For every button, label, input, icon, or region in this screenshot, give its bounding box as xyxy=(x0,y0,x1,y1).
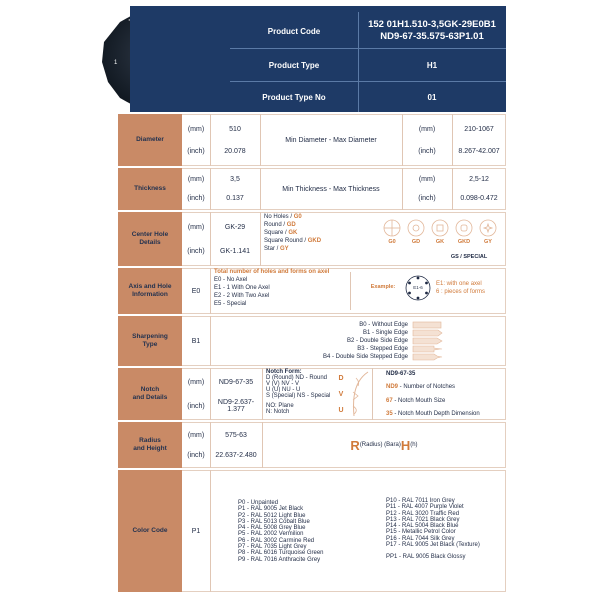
radius-category: Radius and Height xyxy=(118,422,182,468)
product-code-label: Product Code xyxy=(267,26,321,36)
color-item: P9 - RAL 7016 Anthracite Grey xyxy=(238,556,321,563)
notch-plane: NO: Plane xyxy=(266,403,294,409)
center-hole-options xyxy=(264,213,321,253)
thickness-range-mm-unit: (mm) xyxy=(418,176,436,183)
notch-disc-illustration xyxy=(348,370,370,418)
center-hole-section xyxy=(118,212,506,266)
notch-notch: N: Notch xyxy=(266,409,290,415)
product-type-no-label: Product Type No xyxy=(262,92,326,102)
axis-section xyxy=(118,268,506,314)
axis-title: Total number of holes and forms on axel xyxy=(214,269,330,275)
diameter-section xyxy=(118,114,506,166)
product-type-no-value: 01 xyxy=(427,92,437,102)
axis-value: E0 xyxy=(191,287,201,295)
sharpening-item: B1 - Single Edge xyxy=(362,330,408,336)
radius-inch-unit: (inch) xyxy=(187,451,205,459)
color-item: P14 - RAL 5004 Black Blue xyxy=(386,523,459,530)
radius-section xyxy=(118,422,506,468)
color-item: P13 - RAL 7021 Black Grey xyxy=(386,516,460,523)
diameter-inch-value: 20.078 xyxy=(224,147,246,155)
product-type-no-row xyxy=(230,82,506,112)
thickness-range-mm: 2,5-12 xyxy=(469,176,489,183)
color-item: P15 - Metallic Petrol Color xyxy=(386,529,456,536)
diameter-category: Diameter xyxy=(118,114,182,166)
color-list-left xyxy=(238,500,324,563)
axis-item: E1 - 1 With One Axel xyxy=(214,285,270,291)
diameter-range-mm-unit: (mm) xyxy=(418,125,436,133)
icon-label-g0: G0 xyxy=(388,239,396,245)
notch-forms xyxy=(266,369,330,415)
radius-mm-value: 575-63 xyxy=(225,431,247,439)
thickness-category: Thickness xyxy=(118,168,182,210)
center-hole-inch-unit: (inch) xyxy=(187,247,205,255)
notch-legend-item: 35 - Notch Mouth Depth Dimension xyxy=(386,411,480,417)
color-item: P12 - RAL 3020 Traffic Red xyxy=(386,510,460,517)
color-list-right xyxy=(386,498,480,561)
sharpening-item: B0 - Without Edge xyxy=(359,322,408,328)
sharpening-list xyxy=(304,321,408,361)
diameter-range-inch: 8.267-42.007 xyxy=(458,147,500,155)
center-hole-option: Square Round / GKD xyxy=(264,238,322,244)
sharpening-value: B1 xyxy=(191,337,201,345)
axis-example-badge: E1-6 xyxy=(413,284,423,290)
notch-form-item: S (Special) NS - Special xyxy=(266,393,331,399)
axis-category: Axis and Hole Information xyxy=(118,268,182,314)
diameter-range-inch-unit: (inch) xyxy=(418,147,436,155)
center-hole-special: GS / SPECIAL xyxy=(450,254,488,260)
product-code-value xyxy=(358,19,506,43)
product-type-row xyxy=(230,49,506,81)
sharpening-item: B3 - Stepped Edge xyxy=(357,346,408,352)
notch-legend-code: ND9-67-35 xyxy=(386,371,416,377)
thickness-inch-unit: (inch) xyxy=(187,195,205,202)
center-hole-option: Square / GK xyxy=(264,230,298,236)
axis-note: E1: with one axel xyxy=(436,281,482,287)
center-hole-option: No Holes / G0 xyxy=(264,214,302,220)
center-hole-mm-unit: (mm) xyxy=(187,223,205,231)
notch-form-item: U (U) NU - U xyxy=(266,387,301,393)
center-hole-inch-value: GK-1.141 xyxy=(220,247,250,255)
notch-mm-value: ND9-67-35 xyxy=(218,378,254,386)
notch-shape-v: V xyxy=(338,390,344,398)
notch-inch-unit: (inch) xyxy=(187,402,205,410)
sharpening-category: Sharpening Type xyxy=(118,316,182,366)
center-hole-option: Round / GD xyxy=(264,222,296,228)
notch-mm-unit: (mm) xyxy=(187,378,205,386)
color-value: P1 xyxy=(191,527,201,535)
diameter-range-label: Min Diameter - Max Diameter xyxy=(285,136,377,144)
notch-section xyxy=(118,368,506,420)
notch-shape-d: D xyxy=(338,374,344,382)
axis-example-label: Example: xyxy=(370,284,396,290)
center-hole-option: Star / GY xyxy=(264,246,289,252)
color-item: P2 - RAL 5012 Light Blue xyxy=(238,512,306,519)
icon-label-gkd: GKD xyxy=(457,239,471,245)
product-code-line2: ND9-67-35.575-63P1.01 xyxy=(380,31,484,42)
notch-legend-item: 67 - Notch Mouth Size xyxy=(386,398,446,404)
color-item: P17 - RAL 9005 Jet Black (Texture) xyxy=(386,542,480,549)
radius-inch-value: 22.637-2.480 xyxy=(215,451,257,459)
icon-label-gd: GD xyxy=(411,239,421,245)
sharpening-item: B4 - Double Side Stepped Edge xyxy=(322,354,408,360)
color-item: P8 - RAL 6016 Turquoise Green xyxy=(238,550,324,557)
color-item: P1 - RAL 9005 Jet Black xyxy=(238,506,304,513)
radius-mm-unit: (mm) xyxy=(187,431,205,439)
color-item: P6 - RAL 3002 Carmine Red xyxy=(238,537,315,544)
product-code-row xyxy=(230,14,506,48)
icon-label-gy: GY xyxy=(484,239,492,245)
color-item: P0 - Unpainted xyxy=(238,500,279,506)
thickness-range-inch-unit: (inch) xyxy=(418,195,436,202)
color-item: P11 - RAL 4007 Purple Violet xyxy=(386,504,464,511)
center-hole-icons xyxy=(380,218,504,238)
diameter-inch-unit: (inch) xyxy=(187,147,205,155)
center-hole-category-l2: Details xyxy=(139,239,161,246)
color-section xyxy=(118,470,506,592)
center-hole-category-l1: Center Hole xyxy=(131,231,169,238)
product-code-line1: 152 01H1.510-3,5GK-29E0B1 xyxy=(368,19,496,30)
sharpening-item: B2 - Double Side Edge xyxy=(346,338,408,344)
sharpening-profiles xyxy=(412,321,444,363)
thickness-mm-unit: (mm) xyxy=(187,176,205,183)
notch-form-item: D (Round) ND - Round xyxy=(266,375,328,381)
product-header xyxy=(130,6,506,112)
radius-formula: R (Radius) (Bara) H (h) xyxy=(350,437,418,453)
color-item: P4 - RAL 5008 Grey Blue xyxy=(238,525,306,532)
thickness-section xyxy=(118,168,506,210)
color-item: P16 - RAL 7044 Silk Grey xyxy=(386,535,455,542)
disc-mark: 1 xyxy=(114,60,118,66)
axis-notes xyxy=(436,280,485,296)
sharpening-section xyxy=(118,316,506,366)
notch-category: Notch and Details xyxy=(118,368,182,420)
color-item: P3 - RAL 5013 Cobalt Blue xyxy=(238,518,310,525)
diameter-range-mm: 210-1067 xyxy=(464,125,494,133)
axis-item: E2 - 2 With Two Axel xyxy=(214,293,270,299)
thickness-range-label: Min Thickness - Max Thickness xyxy=(282,185,380,193)
color-item: P10 - RAL 7011 Iron Grey xyxy=(386,498,455,504)
notch-shape-u: U xyxy=(338,406,344,414)
axis-item: E0 - No Axel xyxy=(214,277,248,283)
notch-form-title: Notch Form: xyxy=(266,369,302,375)
color-item: PP1 - RAL 9005 Black Glossy xyxy=(386,554,466,561)
notch-legend-item: ND9 - Number of Notches xyxy=(386,384,456,390)
product-type-label: Product Type xyxy=(268,60,320,70)
notch-inch-value: ND9-2.637- 1.377 xyxy=(217,399,255,413)
color-item: P5 - RAL 2002 Vermilion xyxy=(238,531,304,538)
axis-note: 6 : pieces of forms xyxy=(436,289,486,295)
axis-list xyxy=(214,268,329,308)
icon-label-gk: GK xyxy=(435,239,445,245)
center-hole-category xyxy=(118,212,182,266)
product-type-value: H1 xyxy=(426,60,438,70)
thickness-inch-value: 0.137 xyxy=(226,195,244,202)
color-item: P7 - RAL 7035 Light Grey xyxy=(238,544,307,551)
thickness-range-inch: 0.098-0.472 xyxy=(460,195,498,202)
color-category: Color Code xyxy=(118,470,182,592)
diameter-mm-unit: (mm) xyxy=(187,125,205,133)
axis-item: E5 - Special xyxy=(214,301,247,307)
diameter-mm-value: 510 xyxy=(229,125,241,133)
thickness-mm-value: 3,5 xyxy=(230,176,240,183)
center-hole-mm-value: GK-29 xyxy=(224,223,246,231)
notch-form-item: V (V) NV - V xyxy=(266,381,300,387)
